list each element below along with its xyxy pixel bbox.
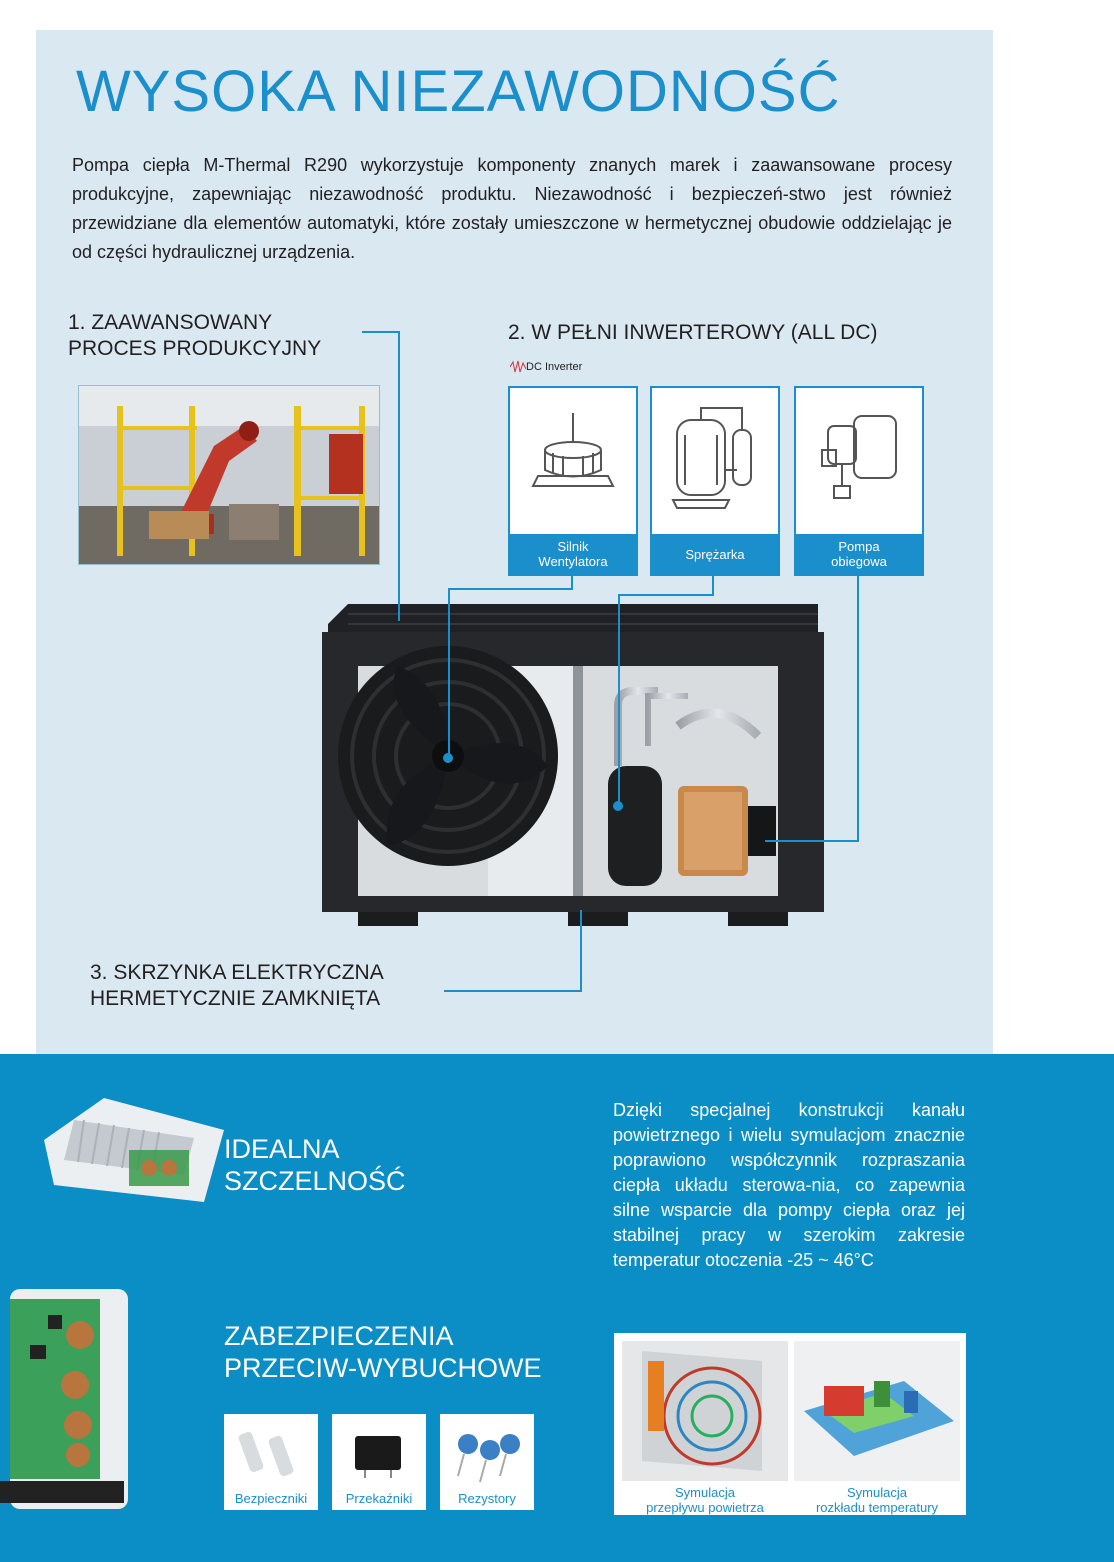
intro-paragraph: Pompa ciepła M-Thermal R290 wykorzystuje komponenty znanych marek i zaawansowane procesy produkcyjne, zapewniając niezawodność produktu. Niezawodność i bezpieczeń-stwo jest również przewidziane dla elementów automatyki, które zostały umieszczone w hermetycznej obudowie oddzielając je od części hydraulicznej urządzenia. (72, 155, 952, 262)
circulation-pump-icon (814, 406, 904, 506)
sim-label-airflow-line1: Symulacja (675, 1485, 735, 1500)
sim-label-temperature (794, 1485, 960, 1515)
feature3-caption (90, 960, 384, 1012)
sealing-line2: SZCZELNOŚĆ (224, 1166, 406, 1196)
sealed-control-box-illustration (34, 1090, 230, 1210)
relay-icon (349, 1426, 409, 1482)
part-label-resistors: Rezystory (458, 1491, 516, 1506)
pump-connector-line (857, 572, 859, 842)
part-card-fuses (224, 1414, 318, 1510)
fan-connector-horizontal (448, 588, 572, 590)
feature1-caption (68, 310, 321, 362)
sim-label-temperature-line2: rozkładu temperatury (815, 1500, 939, 1515)
component-fan-motor (508, 386, 638, 576)
sim-label-temperature-line1: Symulacja (847, 1485, 907, 1500)
explosion-title (224, 1320, 542, 1384)
fan-motor-icon (518, 408, 628, 508)
feature1-line2: PROCES PRODUKCYJNY (68, 337, 322, 360)
explosion-line2: PRZECIW-WYBUCHOWE (224, 1353, 542, 1383)
compressor-icon (667, 400, 763, 515)
component-pump-line1: Pompa (838, 539, 880, 554)
dc-inverter-logo (510, 360, 582, 374)
explosion-proof-board-illustration (0, 1285, 132, 1515)
heat-pump-unit-illustration (318, 596, 830, 946)
part-card-resistors (440, 1414, 534, 1510)
ebox-connector-vertical (580, 910, 582, 992)
dc-inverter-logo-text: DC Inverter (526, 361, 583, 373)
ebox-connector-horizontal (444, 990, 582, 992)
component-circulation-pump (794, 386, 924, 576)
feature1-connector-vertical (398, 331, 400, 621)
compressor-connector-horizontal (618, 594, 714, 596)
simulation-panel (614, 1333, 966, 1515)
component-pump-label (796, 534, 922, 574)
part-card-relays (332, 1414, 426, 1510)
feature3-line1: 3. SKRZYNKA ELEKTRYCZNA (90, 961, 384, 984)
temperature-simulation-image (794, 1341, 960, 1481)
part-label-fuses: Bezpieczniki (234, 1491, 308, 1506)
component-pump-line2: obiegowa (831, 554, 887, 569)
page-title: WYSOKA NIEZAWODNOŚĆ (76, 59, 841, 124)
feature1-line1: 1. ZAAWANSOWANY (68, 311, 273, 334)
component-compressor-line1: Sprężarka (685, 546, 745, 562)
airflow-paragraph: Dzięki specjalnej konstrukcji kanału powietrznego i wielu symulacjom znacznie poprawiono współczynnik rozpraszania ciepła układu sterowa-nia, co zapewnia silne wsparcie dla pompy ciepła oraz jej stabilnej pracy w szerokim zakresie temperatur otoczenia -25 ~ 46°C (613, 1100, 965, 1270)
component-fan-motor-line2: Wentylatora (538, 554, 608, 569)
feature1-connector-line (362, 331, 400, 333)
component-compressor-label (652, 534, 778, 574)
component-fan-motor-label (510, 534, 636, 574)
explosion-line1: ZABEZPIECZENIA (224, 1321, 454, 1351)
fan-connector-dot (443, 753, 453, 763)
sim-label-airflow-line2: przepływu powietrza (646, 1500, 764, 1515)
sealing-line1: IDEALNA (224, 1134, 340, 1164)
dc-inverter-wave-icon (510, 360, 526, 374)
component-fan-motor-line1: Silnik (557, 539, 589, 554)
sim-label-airflow (622, 1485, 788, 1515)
compressor-connector-line (618, 596, 620, 806)
sealing-title (224, 1133, 406, 1197)
fuse-icon (236, 1422, 306, 1486)
part-label-relays: Przekaźniki (345, 1491, 413, 1506)
resistor-icon (450, 1424, 526, 1484)
robot-production-photo (78, 385, 380, 565)
fan-connector-line (448, 590, 450, 758)
feature3-line2: HERMETYCZNIE ZAMKNIĘTA (90, 987, 381, 1010)
compressor-connector-dot (613, 801, 623, 811)
pump-connector-horizontal (765, 840, 859, 842)
fan-connector-top (571, 572, 573, 590)
component-compressor (650, 386, 780, 576)
compressor-connector-top (712, 572, 714, 596)
feature2-title: 2. W PEŁNI INWERTEROWY (ALL DC) (508, 321, 878, 344)
airflow-simulation-image (622, 1341, 788, 1481)
